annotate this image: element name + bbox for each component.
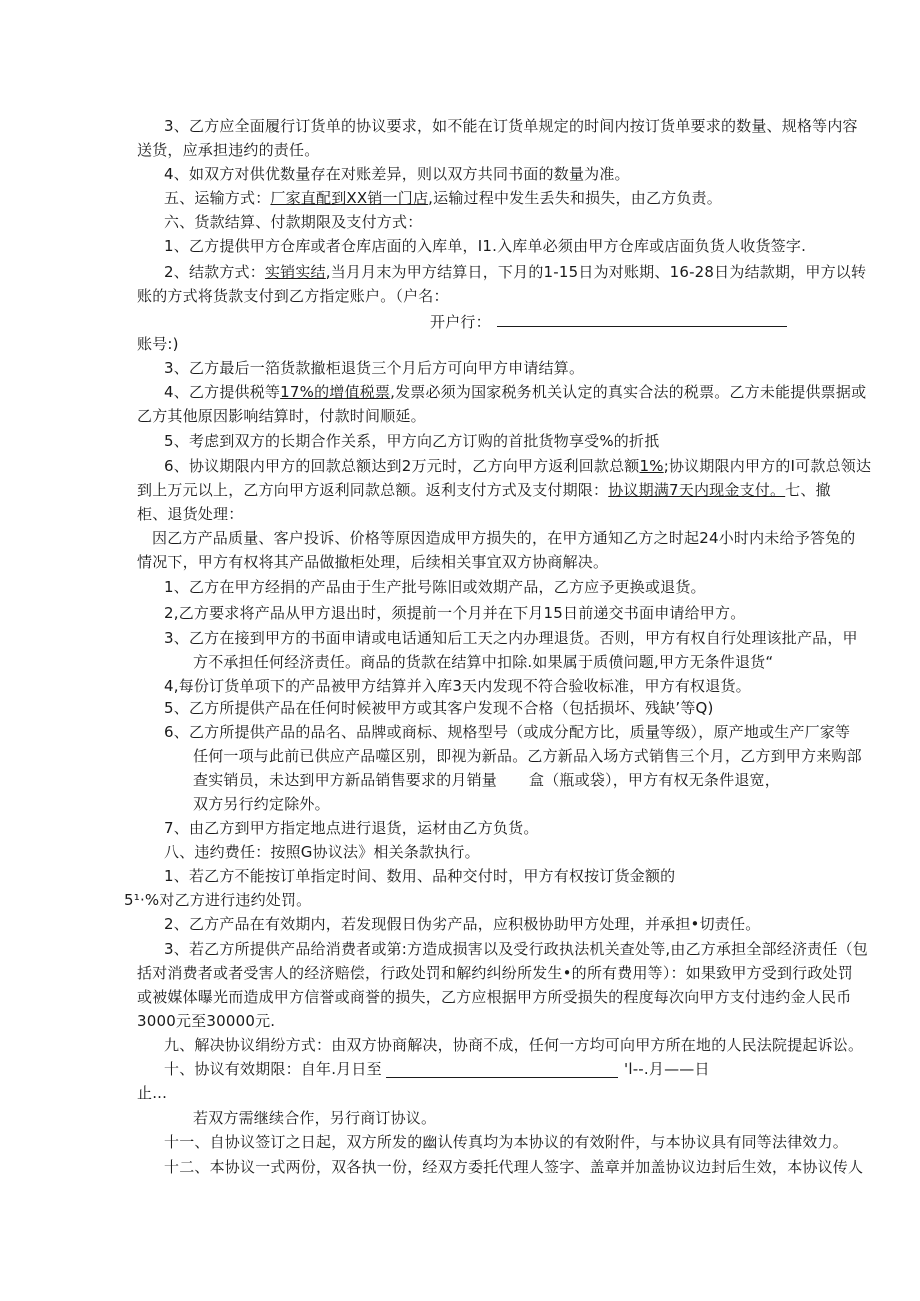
bank-line (430, 310, 787, 332)
clause-line: 任何一项与此前已供应产品噬区别，即视为新品。乙方新品入场方式销售三个月，乙方到甲方来购部 (193, 747, 862, 765)
clause-line: 双方另行约定除外。 (193, 795, 330, 813)
section-heading: 九、解决协议绢纷方式：由双方协商解决，协商不成，任何一方均可向甲方所在地的人民法院提起诉讼。 (164, 1036, 864, 1054)
clause-line: 4,每份订货单项下的产品被甲方结算并入库3天内发现不符合验收标准，甲方有权退货。 (164, 677, 751, 695)
filled-field: 厂家直配到XX销一门店 (270, 189, 429, 207)
clause-line: 2,乙方要求将产品从甲方退出时，须提前一个月并在下月15日前递交书面申请给甲方。 (164, 604, 746, 622)
clause-line: 送货，应承担违约的责任。 (137, 141, 320, 159)
clause-line (164, 382, 866, 402)
clause-text: ,当月月末为甲方结算日，下月的1-15日为对账期、16-28日为结款期，甲方以转 (325, 263, 867, 281)
clause-line: 止... (137, 1084, 168, 1102)
clause-line: 7、由乙方到甲方指定地点进行退货，运材由乙方负货。 (164, 819, 539, 837)
clause-text: 五、运输方式： (164, 189, 271, 207)
clause-line: 账号:) (137, 335, 179, 353)
clause-text: ;协议期限内甲方的I可款总领达 (663, 457, 872, 475)
section-heading: 十二、本协议一式两份，双各执一份，经双方委托代理人签字、盖章并加盖协议边封后生效，本协议传人 (164, 1158, 864, 1176)
clause-line: 3、乙方最后一箔货款撤柜退货三个月后方可向甲方申请结算。 (164, 359, 585, 377)
section-heading: 柜、退货处理： (137, 505, 244, 523)
section-heading: 七、撤 (785, 481, 831, 499)
clause-line: 情况下，甲方有权将其产品做撤柜处理，后续相关事宜双方协商解决。 (137, 553, 609, 571)
term-line-end: 'l--.月——日 (624, 1060, 710, 1078)
clause-line: 1、乙方在甲方经捐的产品由于生产批号陈旧或效期产品，乙方应予更换或退货。 (164, 578, 706, 596)
section-heading: 十一、自协议签订之日起，双方所发的幽认传真均为本协议的有效附件，与本协议具有同等法律效力。 (164, 1133, 849, 1151)
blank-field (386, 1061, 618, 1078)
clause-text: 6、协议期限内甲方的回款总额达到2万元时，乙方向甲方返利回款总额 (164, 457, 640, 475)
bank-label: 开户行： (430, 313, 491, 331)
clause-line: 3、乙方应全面履行订货单的协议要求，如不能在订货单规定的时间内按订货单要求的数量、规格等内容 (164, 117, 858, 135)
clause-line: 若双方需继续合作，另行商订协议。 (193, 1109, 437, 1127)
clause-line: 或被媒体曝光而造成甲方信誉或商誉的损失，乙方应根据甲方所受损失的程度每次向甲方支付违约金人民币 (137, 988, 852, 1006)
filled-field: 1% (639, 457, 664, 475)
filled-field: 实销实结 (264, 263, 326, 281)
clause-text: 十、协议有效期限：自年.月日至 (164, 1060, 382, 1078)
clause-text: ,运输过程中发生丢失和损失，由乙方负责。 (428, 189, 722, 207)
clause-text: 2、结款方式： (164, 263, 265, 281)
clause-line: 4、如双方对供优数量存在对账差异，则以双方共同书面的数量为准。 (164, 165, 630, 183)
clause-line (137, 480, 831, 500)
clause-line: 方不承担任何经济责任。商品的货款在结算中扣除.如果属于质偾问题,甲方无条件退货“ (193, 653, 774, 671)
clause-line: 3000元至30000元. (137, 1012, 276, 1030)
section-heading: 八、违约费任：按照G协议法》相关条款执行。 (164, 843, 480, 861)
clause-line: 括对消费者或者受害人的经济赔偿，行政处罚和解约纠纷所发生•的所有费用等）：如果致甲方受到行政处罚 (137, 964, 853, 982)
clause-line: 账的方式将货款支付到乙方指定账户。（户名： (137, 287, 449, 305)
clause-line: 3、若乙方所提供产品给消费者或第:方造成损害以及受行政执法机关查处等,由乙方承担全部经济责任（包 (164, 940, 868, 958)
section-heading: 六、货款结算、付款期限及支付方式： (164, 213, 423, 231)
term-line (164, 1059, 382, 1079)
clause-line: 1、乙方提供甲方仓库或者仓库店面的入库单，I1.入库单必须由甲方仓库或店面负货人收货签字. (164, 237, 807, 255)
blank-field (497, 310, 787, 327)
clause-line (193, 770, 780, 790)
clause-line (164, 262, 866, 282)
clause-line: 5、考虑到双方的长期合作关系，甲方向乙方订购的首批货物享受%的折扺 (164, 432, 660, 450)
clause-text: 盒（瓶或袋），甲方有权无条件退宽， (529, 771, 780, 789)
clause-text: 到上万元以上，乙方向甲方返利同款总额。返利支付方式及支付期限： (137, 481, 609, 499)
clause-line (164, 188, 722, 208)
clause-text: 查实销员，未达到甲方新品销售要求的月销量 (193, 771, 498, 789)
clause-line: 5¹·%对乙方进行违约处罚。 (124, 891, 312, 909)
clause-line: 1、若乙方不能按订单指定时间、数用、品种交付时，甲方有权按订货金额的 (164, 867, 676, 885)
clause-text: ,发票必须为国家税务机关认定的真实合法的税票。乙方未能提供票据或 (390, 383, 867, 401)
clause-line: 乙方其他原因影响结算时，付款时间顺延。 (137, 407, 426, 425)
clause-line (164, 456, 871, 476)
filled-field: 17%的增值税票 (280, 383, 391, 401)
filled-field: 协议期满7天内现金支付。 (608, 481, 786, 499)
clause-line: 2、乙方产品在有效期内，若发现假日伪劣产品，应积极协助甲方处理，并承担•切责任。 (164, 915, 761, 933)
clause-line: 因乙方产品质量、客户投诉、价格等原因造成甲方损失的，在甲方通知乙方之时起24小时内未给予答兔的 (152, 529, 856, 547)
clause-line: 3、乙方在接到甲方的书面申请或电话通知后工天之内办理退货。否则，甲方有权自行处理该批产品，甲 (164, 629, 858, 647)
clause-text: 4、乙方提供税等 (164, 383, 281, 401)
clause-line: 5、乙方所提供产品在任何时候被甲方或其客户发现不合格（包括损坏、残缺’等Q) (164, 699, 714, 717)
clause-line: 6、乙方所提供产品的品名、品牌或商标、规格型号（或成分配方比，质量等级），原产地或生产厂家等 (164, 723, 851, 741)
